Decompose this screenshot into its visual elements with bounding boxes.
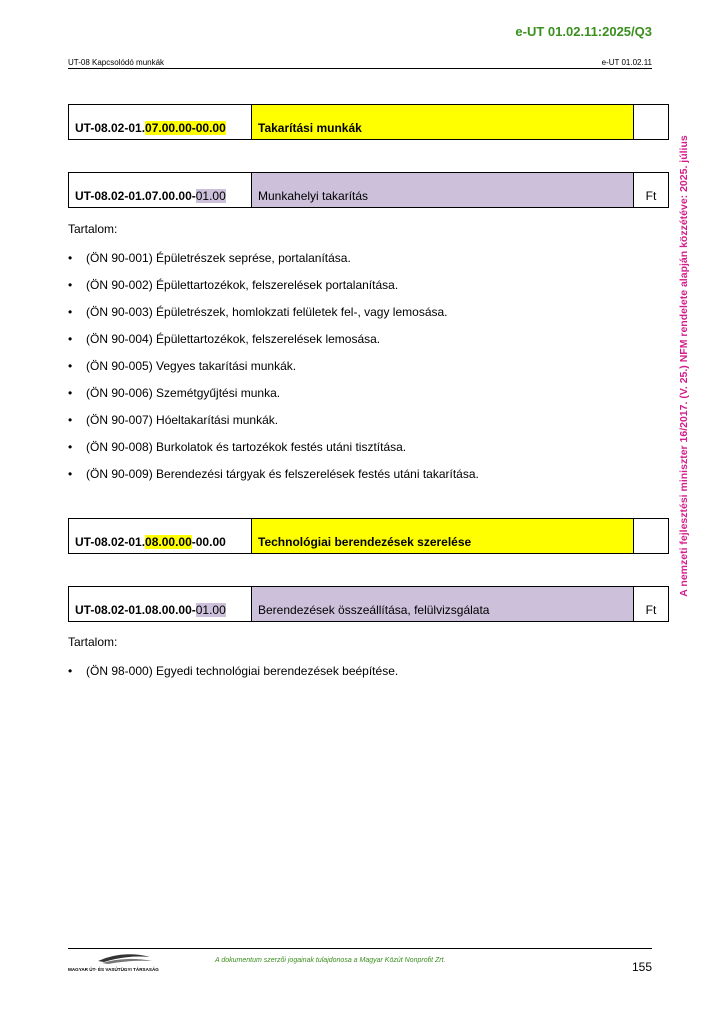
header-divider bbox=[68, 68, 652, 69]
list-item: • (ÖN 90-004) Épülettartozékok, felszerelések lemosása. bbox=[68, 332, 479, 359]
item-unit: Ft bbox=[634, 173, 669, 208]
side-publication-note: A nemzeti fejlesztési miniszter 16/2017. (V. 25.) NFM rendelete alapján közzétéve: 2025. július bbox=[678, 135, 690, 597]
svg-text:MAGYAR ÚT- ÉS VASÚTÜGYI TÁRSAS: MAGYAR ÚT- ÉS VASÚTÜGYI TÁRSASÁG bbox=[68, 967, 159, 972]
item-title: Berendezések összeállítása, felülvizsgálata bbox=[252, 587, 634, 622]
list-item: • (ÖN 90-006) Szemétgyűjtési munka. bbox=[68, 386, 479, 413]
item-unit bbox=[634, 519, 669, 554]
item-unit bbox=[634, 105, 669, 140]
item-title: Takarítási munkák bbox=[252, 105, 634, 140]
content-label: Tartalom: bbox=[68, 222, 118, 236]
list-item: • (ÖN 98-000) Egyedi technológiai berendezések beépítése. bbox=[68, 664, 398, 691]
list-item: • (ÖN 90-002) Épülettartozékok, felszerelések portalanítása. bbox=[68, 278, 479, 305]
page-number: 155 bbox=[631, 960, 652, 974]
list-item: • (ÖN 90-003) Épületrészek, homlokzati felületek fel-, vagy lemosása. bbox=[68, 305, 479, 332]
item-unit: Ft bbox=[634, 587, 669, 622]
list-item: • (ÖN 90-001) Épületrészek seprése, portalanítása. bbox=[68, 251, 479, 278]
code-row-cleaning bbox=[68, 104, 669, 140]
copyright-note: A dokumentum szerzői jogainak tulajdonosa a Magyar Közút Nonprofit Zrt. bbox=[215, 957, 446, 964]
item-title: Technológiai berendezések szerelése bbox=[252, 519, 634, 554]
list-item: • (ÖN 90-008) Burkolatok és tartozékok festés utáni tisztítása. bbox=[68, 440, 479, 467]
footer-divider bbox=[68, 948, 652, 949]
content-list-equipment bbox=[68, 664, 398, 691]
code-row-equipment-assembly bbox=[68, 586, 669, 622]
content-list-cleaning bbox=[68, 251, 479, 494]
logo-swoosh-icon bbox=[68, 952, 178, 974]
document-code: e-UT 01.02.11:2025/Q3 bbox=[515, 24, 652, 39]
header-doc-ref: e-UT 01.02.11 bbox=[601, 58, 652, 67]
code-row-workplace-cleaning bbox=[68, 172, 669, 208]
list-item: • (ÖN 90-007) Hóeltakarítási munkák. bbox=[68, 413, 479, 440]
code-row-equipment-installation bbox=[68, 518, 669, 554]
list-item: • (ÖN 90-005) Vegyes takarítási munkák. bbox=[68, 359, 479, 386]
item-code: UT-08.02-01.07.00.00-01.00 bbox=[69, 173, 252, 208]
item-title: Munkahelyi takarítás bbox=[252, 173, 634, 208]
header-chapter-text: UT-08 Kapcsolódó munkák bbox=[68, 58, 165, 67]
list-item: • (ÖN 90-009) Berendezési tárgyak és felszerelések festés utáni takarítása. bbox=[68, 467, 479, 494]
item-code: UT-08.02-01.07.00.00-00.00 bbox=[69, 105, 252, 140]
content-label: Tartalom: bbox=[68, 635, 118, 649]
society-logo bbox=[68, 952, 178, 974]
header-chapter bbox=[68, 58, 164, 67]
item-code: UT-08.02-01.08.00.00-01.00 bbox=[69, 587, 252, 622]
item-code: UT-08.02-01.08.00.00-00.00 bbox=[69, 519, 252, 554]
